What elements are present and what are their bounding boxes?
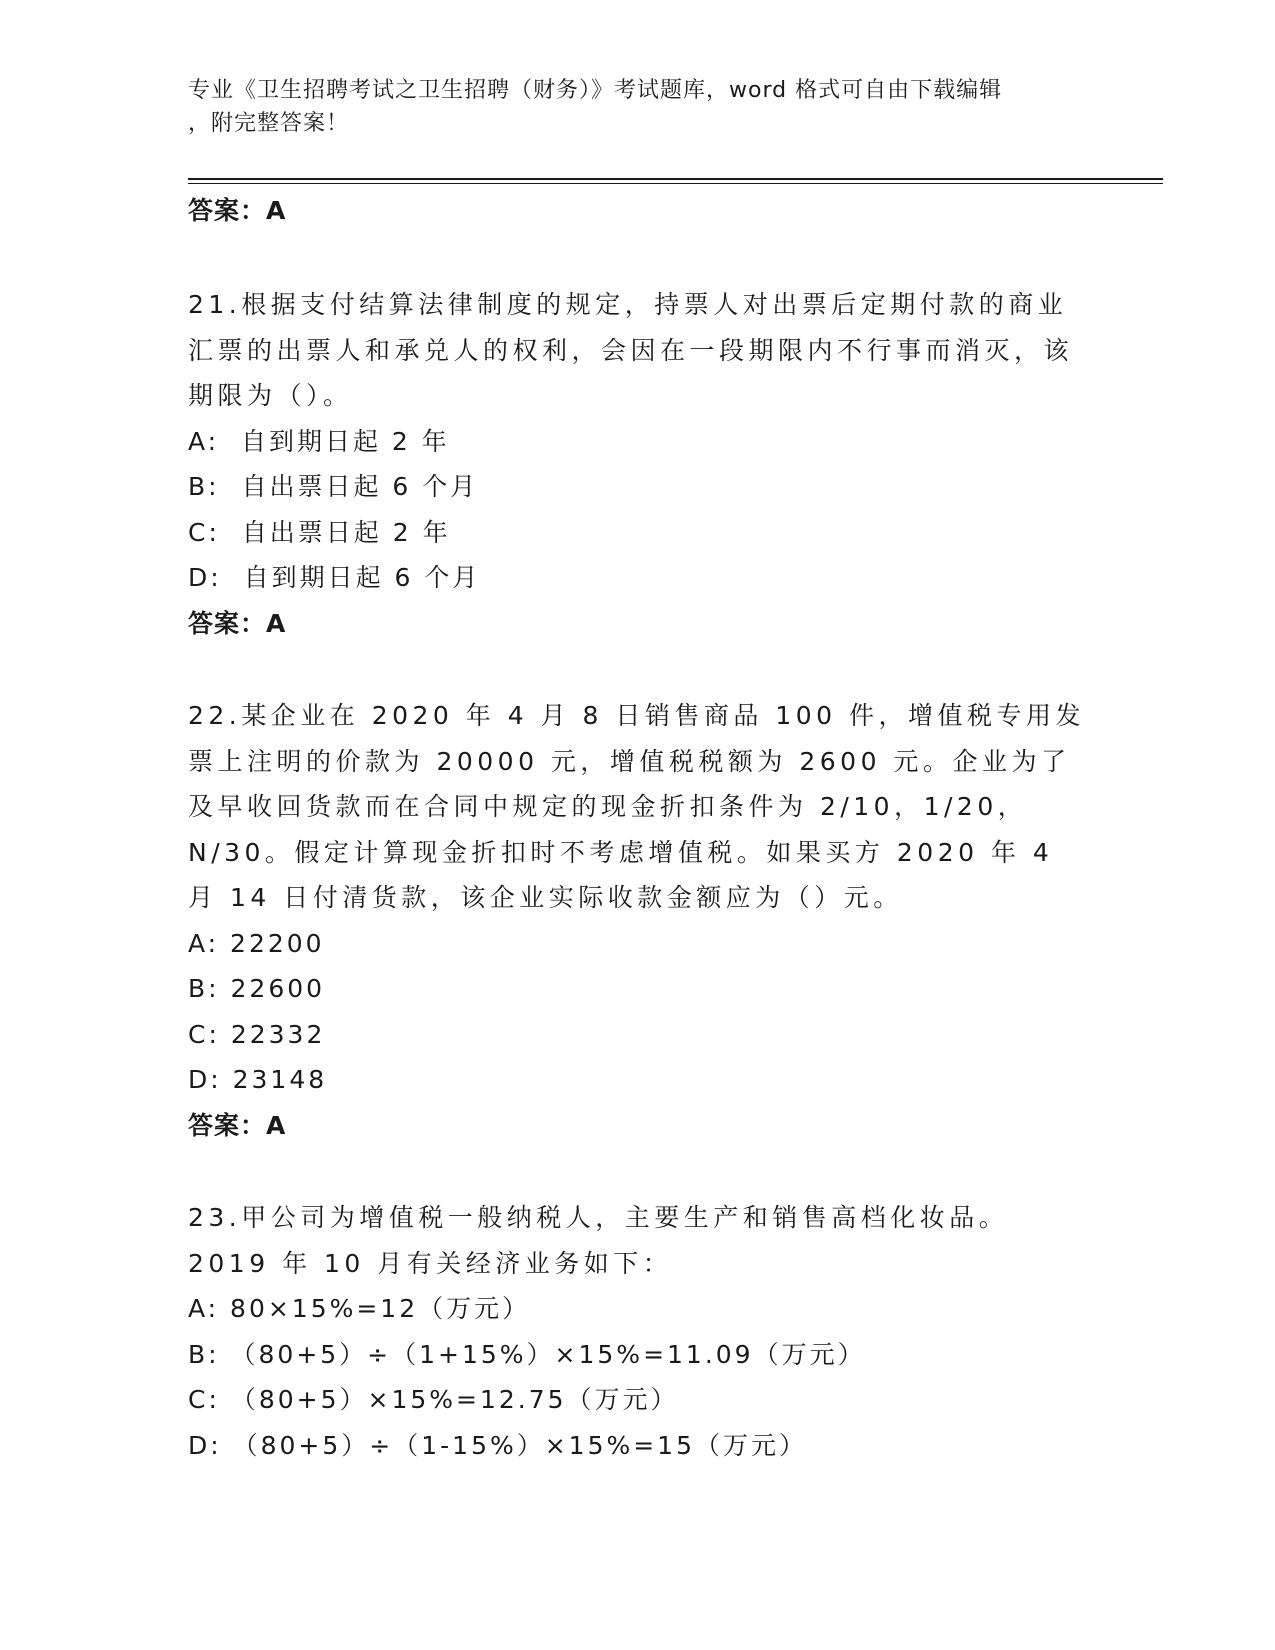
option-d: D: （80+5）÷（1-15%）×15%=15（万元） [188,1430,807,1460]
question-23 [188,1195,1088,1468]
option-d: D: 自到期日起 6 个月 [188,563,481,592]
question-22 [188,693,1088,1148]
question-answer: 答案：A [188,1110,287,1140]
option-c: C: 自出票日起 2 年 [188,517,451,547]
option-d: D: 23148 [188,1065,328,1094]
previous-question-answer: 答案：A [188,196,287,225]
option-b: B: （80+5）÷（1+15%）×15%=11.09（万元） [188,1339,866,1369]
option-a: A: 自到期日起 2 年 [188,426,450,456]
question-stem: 22.某企业在 2020 年 4 月 8 日销售商品 100 件，增值税专用发票上注明的价款为 20000 元，增值税税额为 2600 元。企业为了及早收回货款而在合同中规定的现金折扣条件为 2/10，1/20，N/30。假定计算现金折扣时不考虑增值税。如果买方 2020 年 4 月 14 日付清货款，该企业实际收款金额应为（）元。 [188,701,1085,912]
header-divider-thick [188,178,1163,180]
option-a: A: 22200 [188,928,325,958]
document-header-note: 专业《卫生招聘考试之卫生招聘（财务）》考试题库，word 格式可自由下载编辑 ，附完整答案！ [188,78,1003,136]
option-a: A: 80×15%=12（万元） [188,1294,531,1323]
option-c: C: 22332 [188,1019,326,1049]
question-stem: 21.根据支付结算法律制度的规定，持票人对出票后定期付款的商业汇票的出票人和承兑人的权利，会因在一段期限内不行事而消灭，该期限为（）。 [188,290,1074,410]
option-c: C: （80+5）×15%=12.75（万元） [188,1385,679,1414]
option-b: B: 22600 [188,974,326,1003]
question-list [188,282,1088,1515]
option-b: B: 自出票日起 6 个月 [188,472,479,501]
header-divider-thin [188,183,1163,184]
question-answer: 答案：A [188,608,287,638]
question-21 [188,282,1088,646]
question-stem: 23.甲公司为增值税一般纳税人，主要生产和销售高档化妆品。2019 年 10 月有关经济业务如下： [188,1203,1009,1278]
